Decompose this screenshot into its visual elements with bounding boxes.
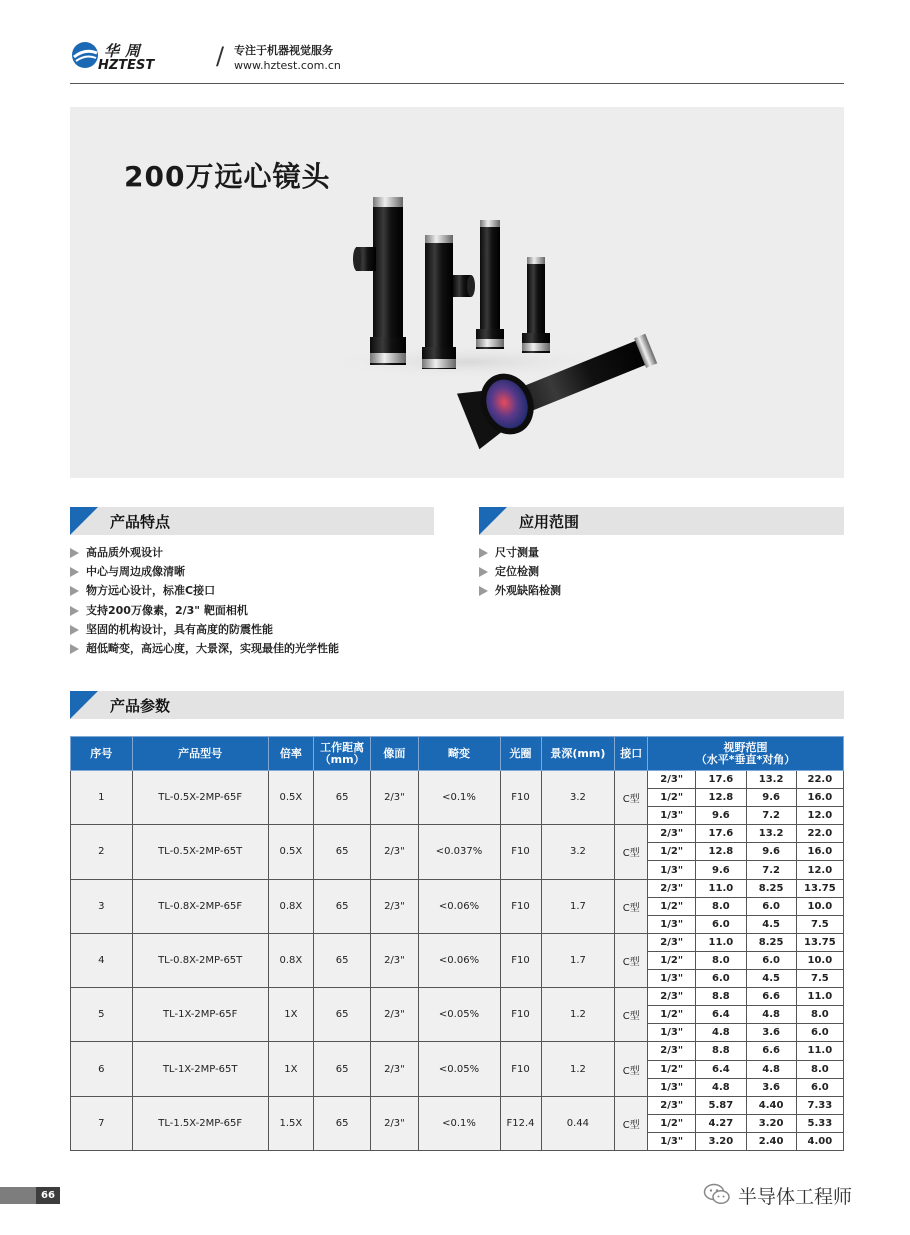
cell-mag: 0.5X	[268, 771, 313, 825]
cell-wd: 65	[313, 933, 370, 987]
cell-fov-sensor: 1/3"	[648, 1132, 696, 1150]
cell-fov-h: 12.8	[696, 843, 746, 861]
cell-fov-d: 10.0	[796, 897, 843, 915]
cell-sensor: 2/3"	[371, 1042, 418, 1096]
cell-fov-sensor: 1/3"	[648, 1078, 696, 1096]
cell-distortion: <0.06%	[418, 933, 500, 987]
cell-fov-h: 8.0	[696, 951, 746, 969]
cell-fov-v: 3.20	[746, 1114, 796, 1132]
table-row	[71, 879, 844, 897]
cell-wd: 65	[313, 988, 370, 1042]
list-item: 尺寸测量	[479, 543, 561, 562]
cell-dof: 1.7	[541, 933, 615, 987]
list-item: 坚固的机构设计，具有高度的防震性能	[70, 620, 339, 639]
col-header-mount: 接口	[615, 737, 648, 771]
cell-index: 3	[71, 879, 133, 933]
cell-fov-h: 5.87	[696, 1096, 746, 1114]
cell-fov-d: 10.0	[796, 951, 843, 969]
hztest-logo-icon	[70, 40, 100, 70]
features-section-bar	[70, 507, 434, 535]
cell-distortion: <0.1%	[418, 1096, 500, 1150]
cell-fov-d: 8.0	[796, 1006, 843, 1024]
cell-fov-d: 12.0	[796, 807, 843, 825]
section-accent-icon	[70, 691, 98, 719]
table-row	[71, 771, 844, 789]
cell-aperture: F10	[500, 825, 541, 879]
cell-mag: 1.5X	[268, 1096, 313, 1150]
cell-fov-h: 6.0	[696, 915, 746, 933]
cell-model: TL-1.5X-2MP-65F	[132, 1096, 268, 1150]
applications-list	[479, 543, 561, 601]
cell-fov-v: 2.40	[746, 1132, 796, 1150]
cell-model: TL-1X-2MP-65F	[132, 988, 268, 1042]
cell-mount: C型	[615, 825, 648, 879]
params-table	[70, 736, 844, 1151]
cell-wd: 65	[313, 879, 370, 933]
col-header-mag: 倍率	[268, 737, 313, 771]
section-accent-icon	[70, 507, 98, 535]
list-item: 定位检测	[479, 562, 561, 581]
cell-fov-d: 13.75	[796, 879, 843, 897]
table-row	[71, 1042, 844, 1060]
cell-fov-d: 22.0	[796, 825, 843, 843]
brand-name-cn: 华周	[104, 42, 147, 60]
cell-mag: 1X	[268, 988, 313, 1042]
table-row	[71, 933, 844, 951]
header-divider: /	[216, 42, 225, 70]
hero-panel	[70, 107, 844, 478]
cell-wd: 65	[313, 1042, 370, 1096]
cell-fov-sensor: 2/3"	[648, 879, 696, 897]
cell-sensor: 2/3"	[371, 825, 418, 879]
cell-wd: 65	[313, 825, 370, 879]
list-item: 高品质外观设计	[70, 543, 339, 562]
bullet-arrow-icon	[70, 586, 79, 596]
table-row	[71, 988, 844, 1006]
col-header-index: 序号	[71, 737, 133, 771]
cell-mag: 1X	[268, 1042, 313, 1096]
cell-fov-h: 12.8	[696, 789, 746, 807]
cell-fov-v: 8.25	[746, 933, 796, 951]
cell-fov-v: 3.6	[746, 1024, 796, 1042]
cell-fov-h: 9.6	[696, 807, 746, 825]
cell-fov-sensor: 2/3"	[648, 988, 696, 1006]
cell-mag: 0.8X	[268, 933, 313, 987]
cell-fov-d: 11.0	[796, 988, 843, 1006]
cell-fov-d: 6.0	[796, 1078, 843, 1096]
cell-fov-v: 6.6	[746, 1042, 796, 1060]
bullet-arrow-icon	[70, 625, 79, 635]
cell-fov-sensor: 2/3"	[648, 1096, 696, 1114]
features-title: 产品特点	[110, 513, 171, 531]
table-row	[71, 1096, 844, 1114]
product-title: 200万远心镜头	[124, 160, 331, 193]
cell-dof: 3.2	[541, 771, 615, 825]
cell-aperture: F10	[500, 771, 541, 825]
cell-aperture: F10	[500, 988, 541, 1042]
watermark-text: 半导体工程师	[738, 1186, 853, 1208]
features-list	[70, 543, 339, 658]
cell-fov-h: 8.0	[696, 897, 746, 915]
cell-fov-v: 7.2	[746, 807, 796, 825]
cell-fov-sensor: 1/2"	[648, 1114, 696, 1132]
cell-index: 1	[71, 771, 133, 825]
cell-distortion: <0.06%	[418, 879, 500, 933]
cell-fov-sensor: 1/3"	[648, 915, 696, 933]
wechat-icon	[703, 1183, 731, 1205]
cell-fov-sensor: 2/3"	[648, 771, 696, 789]
cell-model: TL-0.5X-2MP-65F	[132, 771, 268, 825]
cell-fov-sensor: 1/3"	[648, 807, 696, 825]
cell-index: 6	[71, 1042, 133, 1096]
cell-aperture: F10	[500, 1042, 541, 1096]
cell-index: 7	[71, 1096, 133, 1150]
cell-aperture: F12.4	[500, 1096, 541, 1150]
cell-fov-h: 17.6	[696, 771, 746, 789]
cell-mount: C型	[615, 933, 648, 987]
col-header-distortion: 畸变	[418, 737, 500, 771]
cell-fov-h: 6.4	[696, 1060, 746, 1078]
cell-fov-h: 6.0	[696, 970, 746, 988]
cell-fov-h: 11.0	[696, 933, 746, 951]
cell-mount: C型	[615, 988, 648, 1042]
cell-fov-h: 4.8	[696, 1024, 746, 1042]
cell-fov-d: 11.0	[796, 1042, 843, 1060]
cell-fov-d: 22.0	[796, 771, 843, 789]
bullet-arrow-icon	[479, 586, 488, 596]
col-header-model: 产品型号	[132, 737, 268, 771]
cell-sensor: 2/3"	[371, 1096, 418, 1150]
cell-fov-h: 4.27	[696, 1114, 746, 1132]
cell-fov-sensor: 1/2"	[648, 897, 696, 915]
cell-dof: 3.2	[541, 825, 615, 879]
params-table-body	[71, 771, 844, 1151]
bullet-arrow-icon	[70, 548, 79, 558]
cell-distortion: <0.05%	[418, 1042, 500, 1096]
cell-fov-sensor: 1/3"	[648, 1024, 696, 1042]
cell-index: 5	[71, 988, 133, 1042]
cell-mount: C型	[615, 1042, 648, 1096]
col-header-sensor: 像面	[371, 737, 418, 771]
cell-mount: C型	[615, 771, 648, 825]
cell-fov-d: 13.75	[796, 933, 843, 951]
cell-aperture: F10	[500, 933, 541, 987]
params-section-bar	[70, 691, 844, 719]
cell-wd: 65	[313, 771, 370, 825]
cell-fov-h: 3.20	[696, 1132, 746, 1150]
cell-aperture: F10	[500, 879, 541, 933]
cell-fov-v: 4.5	[746, 970, 796, 988]
cell-fov-h: 8.8	[696, 1042, 746, 1060]
cell-fov-v: 4.5	[746, 915, 796, 933]
cell-fov-v: 9.6	[746, 789, 796, 807]
cell-sensor: 2/3"	[371, 988, 418, 1042]
applications-section-bar	[479, 507, 844, 535]
cell-index: 4	[71, 933, 133, 987]
cell-fov-sensor: 1/3"	[648, 970, 696, 988]
list-item: 外观缺陷检测	[479, 581, 561, 600]
cell-fov-d: 8.0	[796, 1060, 843, 1078]
params-title: 产品参数	[110, 697, 171, 715]
list-item: 支持200万像素，2/3" 靶面相机	[70, 601, 339, 620]
cell-fov-sensor: 1/2"	[648, 1006, 696, 1024]
cell-sensor: 2/3"	[371, 879, 418, 933]
cell-fov-v: 3.6	[746, 1078, 796, 1096]
cell-fov-v: 13.2	[746, 771, 796, 789]
cell-fov-d: 16.0	[796, 789, 843, 807]
col-header-aperture: 光圈	[500, 737, 541, 771]
cell-distortion: <0.037%	[418, 825, 500, 879]
cell-fov-h: 6.4	[696, 1006, 746, 1024]
col-header-fov: 视野范围 （水平*垂直*对角）	[648, 737, 844, 771]
cell-fov-sensor: 1/2"	[648, 843, 696, 861]
cell-fov-sensor: 1/2"	[648, 1060, 696, 1078]
cell-fov-sensor: 2/3"	[648, 825, 696, 843]
cell-mount: C型	[615, 879, 648, 933]
cell-fov-v: 4.40	[746, 1096, 796, 1114]
cell-fov-v: 6.0	[746, 951, 796, 969]
cell-fov-v: 7.2	[746, 861, 796, 879]
cell-fov-v: 4.8	[746, 1006, 796, 1024]
bullet-arrow-icon	[70, 606, 79, 616]
cell-fov-v: 8.25	[746, 879, 796, 897]
cell-mount: C型	[615, 1096, 648, 1150]
page-header	[70, 36, 844, 84]
cell-fov-h: 8.8	[696, 988, 746, 1006]
cell-fov-h: 17.6	[696, 825, 746, 843]
cell-fov-h: 9.6	[696, 861, 746, 879]
list-item: 中心与周边成像清晰	[70, 562, 339, 581]
cell-dof: 1.2	[541, 1042, 615, 1096]
cell-fov-sensor: 1/2"	[648, 789, 696, 807]
list-item: 超低畸变，高远心度，大景深，实现最佳的光学性能	[70, 639, 339, 658]
section-accent-icon	[479, 507, 507, 535]
bullet-arrow-icon	[70, 567, 79, 577]
cell-index: 2	[71, 825, 133, 879]
cell-distortion: <0.1%	[418, 771, 500, 825]
cell-fov-v: 6.6	[746, 988, 796, 1006]
bullet-arrow-icon	[70, 644, 79, 654]
col-header-wd: 工作距离 （mm）	[313, 737, 370, 771]
cell-fov-v: 13.2	[746, 825, 796, 843]
list-item: 物方远心设计，标准C接口	[70, 581, 339, 600]
cell-dof: 1.7	[541, 879, 615, 933]
cell-sensor: 2/3"	[371, 771, 418, 825]
cell-model: TL-1X-2MP-65T	[132, 1042, 268, 1096]
cell-fov-d: 6.0	[796, 1024, 843, 1042]
cell-fov-v: 6.0	[746, 897, 796, 915]
cell-model: TL-0.8X-2MP-65T	[132, 933, 268, 987]
brand-name-en: HZTEST	[98, 58, 155, 73]
page-number: 66	[36, 1187, 60, 1204]
bullet-arrow-icon	[479, 567, 488, 577]
cell-dof: 1.2	[541, 988, 615, 1042]
cell-fov-d: 16.0	[796, 843, 843, 861]
bullet-arrow-icon	[479, 548, 488, 558]
cell-mag: 0.5X	[268, 825, 313, 879]
cell-fov-d: 7.5	[796, 915, 843, 933]
cell-wd: 65	[313, 1096, 370, 1150]
col-header-dof: 景深(mm)	[541, 737, 615, 771]
cell-fov-v: 4.8	[746, 1060, 796, 1078]
cell-fov-d: 4.00	[796, 1132, 843, 1150]
cell-fov-sensor: 2/3"	[648, 1042, 696, 1060]
cell-fov-d: 7.5	[796, 970, 843, 988]
cell-fov-sensor: 1/3"	[648, 861, 696, 879]
cell-fov-d: 12.0	[796, 861, 843, 879]
cell-fov-sensor: 1/2"	[648, 951, 696, 969]
cell-fov-h: 11.0	[696, 879, 746, 897]
cell-dof: 0.44	[541, 1096, 615, 1150]
cell-fov-d: 7.33	[796, 1096, 843, 1114]
cell-fov-v: 9.6	[746, 843, 796, 861]
cell-model: TL-0.5X-2MP-65T	[132, 825, 268, 879]
cell-fov-h: 4.8	[696, 1078, 746, 1096]
cell-model: TL-0.8X-2MP-65F	[132, 879, 268, 933]
table-header-row	[71, 737, 844, 771]
cell-mag: 0.8X	[268, 879, 313, 933]
tagline: 专注于机器视觉服务	[234, 44, 333, 57]
cell-fov-d: 5.33	[796, 1114, 843, 1132]
cell-fov-sensor: 2/3"	[648, 933, 696, 951]
table-row	[71, 825, 844, 843]
cell-sensor: 2/3"	[371, 933, 418, 987]
cell-distortion: <0.05%	[418, 988, 500, 1042]
website-link[interactable]: www.hztest.com.cn	[234, 59, 341, 72]
applications-title: 应用范围	[519, 513, 580, 531]
